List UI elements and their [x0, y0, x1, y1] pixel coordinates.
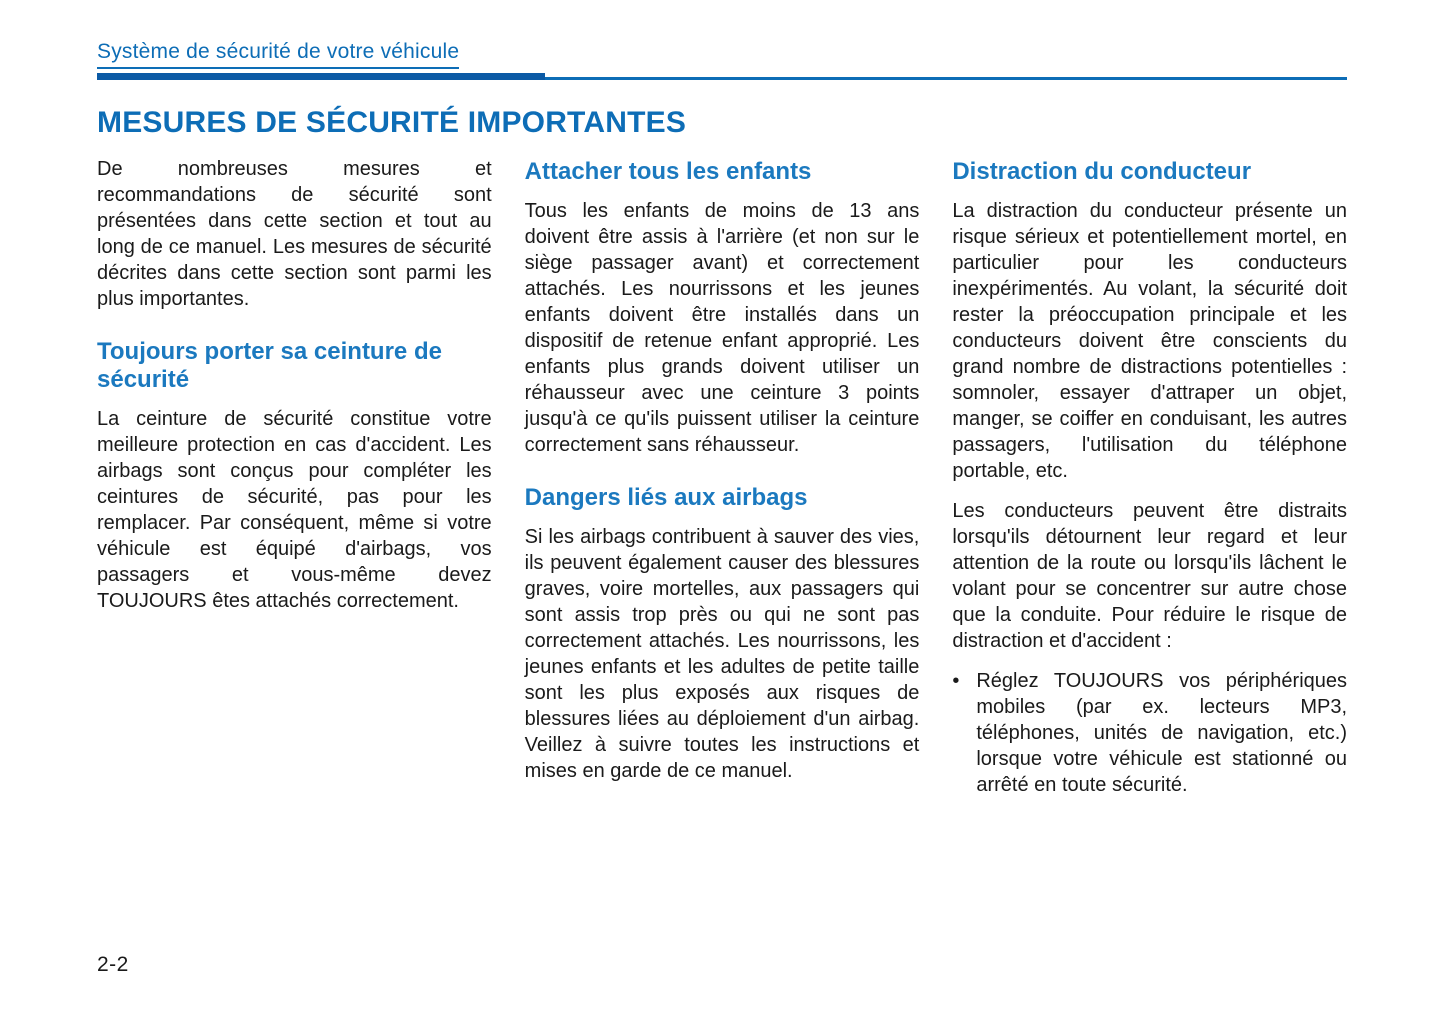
running-header-text: Système de sécurité de votre véhicule: [97, 40, 459, 69]
intro-paragraph: De nombreuses mesures et recommandations de sécurité sont présentées dans cette section et tout au long de ce manuel. Les mesures de sécurité décrites dans cette section sont parmi les plus importantes.: [97, 158, 492, 311]
column-3: [952, 156, 1347, 798]
paragraph-children: Tous les enfants de moins de 13 ans doivent être assis à l'arrière (et non sur le siège passager avant) et correctement attachés. Les nourrissons et les jeunes enfants doivent être installés dans un dispositif de retenue enfant approprié. Les enfants plus grands doivent utiliser un réhausseur avec une ceinture 3 points jusqu'à ce qu'ils puissent utiliser la ceinture correctement sans réhausseur.: [524, 200, 920, 457]
heading-airbag-dangers: Dangers liés aux airbags: [524, 484, 808, 512]
paragraph-seatbelt: La ceinture de sécurité constitue votre meilleure protection en cas d'accident. Les airbags sont conçus pour compléter les ceintures de sécurité, pas pour les remplacer. Par conséquent, même si votre véhicule est équipé d'airbags, vos passagers et vous-même devez TOUJOURS êtes attachés correctement.: [97, 408, 492, 613]
heading-seatbelt: Toujours porter sa ceinture de sécurité: [97, 338, 442, 394]
page-footer: [97, 953, 129, 977]
heading-children: Attacher tous les enfants: [524, 158, 812, 186]
bullet-item-mobile-devices: [952, 668, 1347, 798]
page-title: MESURES DE SÉCURITÉ IMPORTANTES: [97, 106, 687, 140]
running-header: [97, 40, 1347, 80]
heading-driver-distraction: Distraction du conducteur: [952, 158, 1252, 186]
content-columns: [97, 156, 1347, 798]
header-rule: [97, 73, 1347, 80]
bullet-glyph: •: [952, 670, 960, 693]
header-rule-thick: [97, 73, 545, 80]
column-2: [525, 156, 920, 798]
column-1: [97, 156, 492, 798]
paragraph-airbag-dangers: Si les airbags contribuent à sauver des vies, ils peuvent également causer des blessures graves, voire mortelles, aux passagers qui sont assis trop près ou qui ne sont pas correctement attachés. Les nourrissons, les jeunes enfants et les adultes de petite taille sont les plus exposés aux risques de blessures liées au déploiement d'un airbag. Veillez à suivre toutes les instructions et mises en garde de ce manuel.: [524, 526, 920, 783]
page-number: 2-2: [97, 953, 129, 976]
paragraph-distraction-2: Les conducteurs peuvent être distraits lorsqu'ils détournent leur regard et leur attention de la route ou lorsqu'ils lâchent le volant pour se concentrer sur autre chose que la conduite. Pour réduire le risque de distraction et d'accident :: [952, 500, 1348, 653]
bullet-text-mobile-devices: Réglez TOUJOURS vos périphériques mobiles (par ex. lecteurs MP3, téléphones, unités de navigation, etc.) lorsque votre véhicule est stationné ou arrêté en toute sécurité.: [976, 670, 1348, 797]
paragraph-distraction-1: La distraction du conducteur présente un risque sérieux et potentiellement mortel, en particulier pour les conducteurs inexpérimentés. Au volant, la sécurité doit rester la préoccupation principale et les conducteurs doivent être conscients du grand nombre de distractions potentielles : somnoler, essayer d'attraper un objet, manger, se coiffer en conduisant, les autres passagers, l'utilisation du téléphone portable, etc.: [952, 200, 1348, 483]
header-rule-thin: [545, 77, 1347, 80]
